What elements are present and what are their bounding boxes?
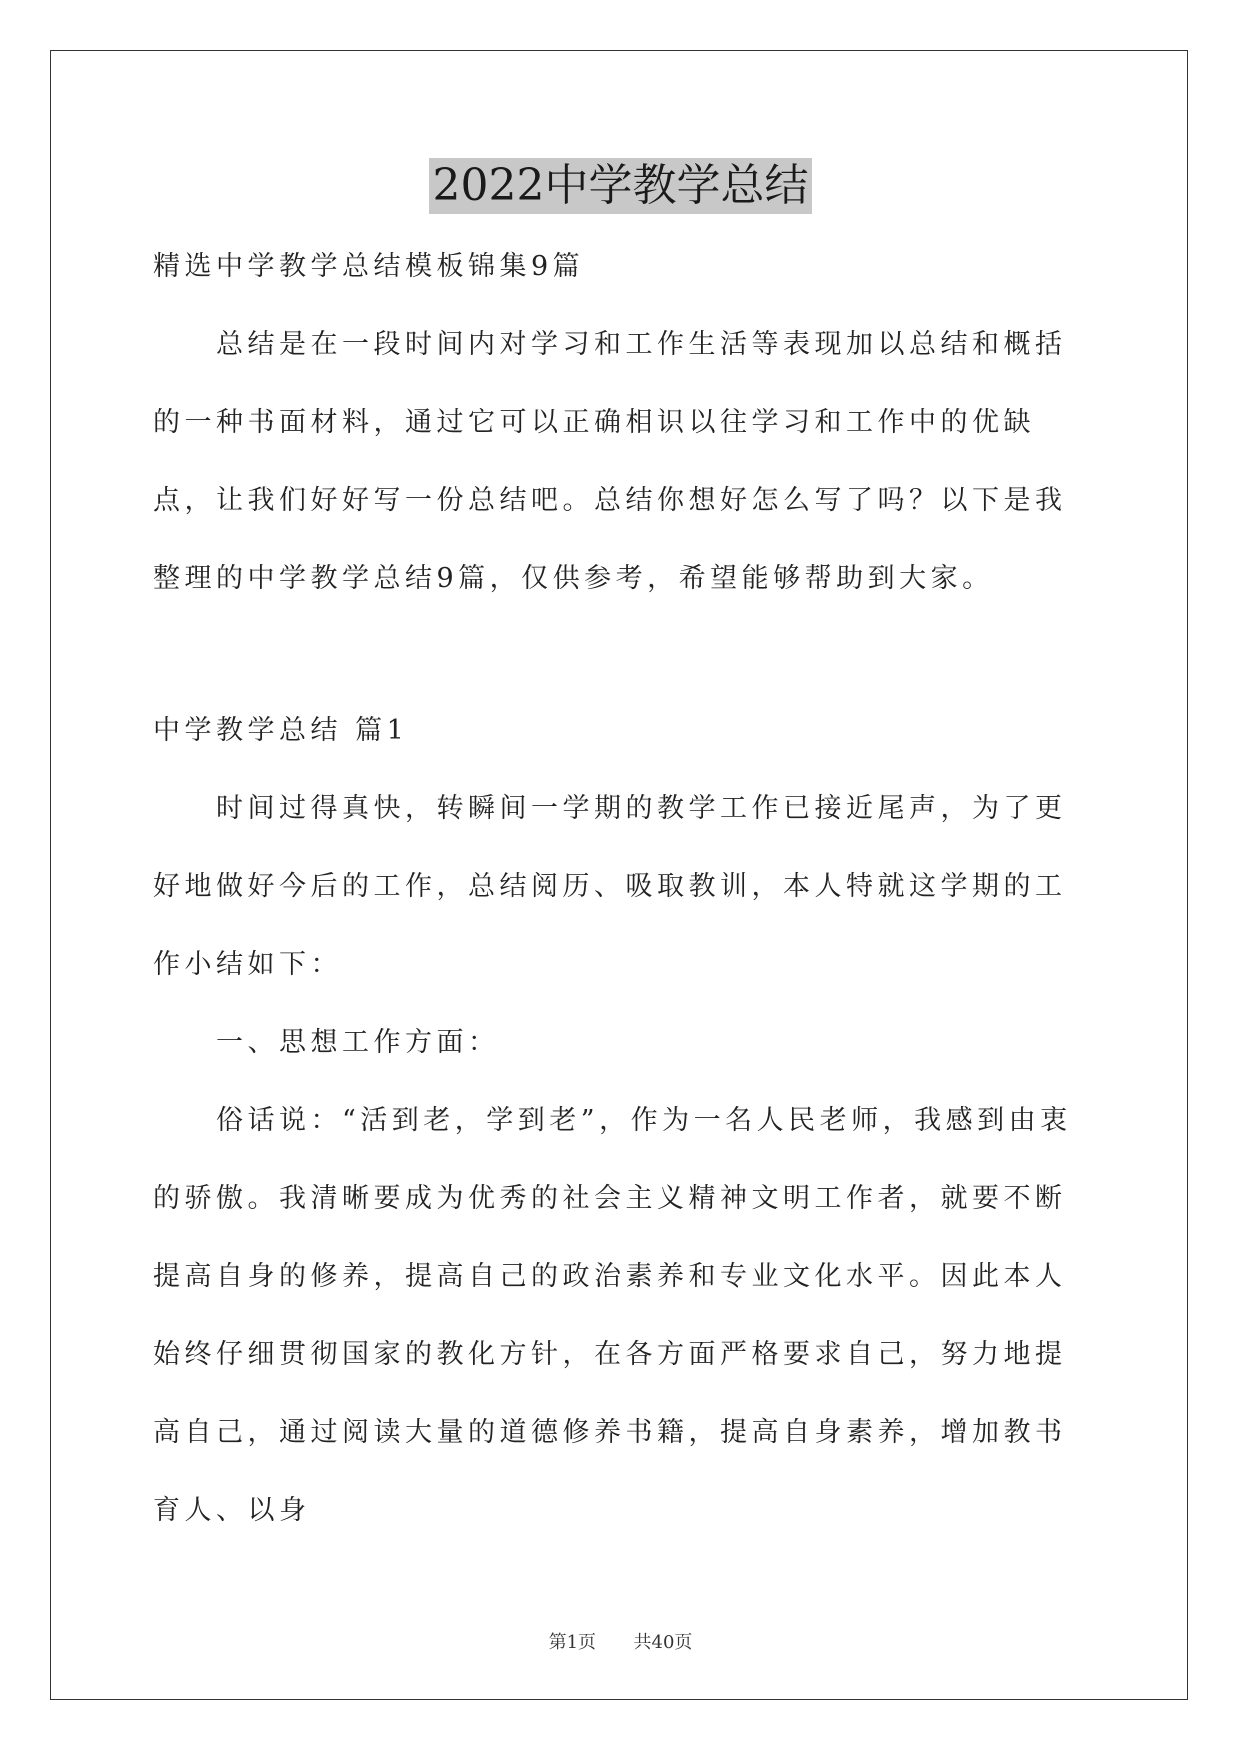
page-number: 第1页 (548, 1632, 597, 1653)
section-paragraph: 俗话说：“活到老，学到老”，作为一名人民老师，我感到由衷的骄傲。我清晰要成为优秀的社会主义精神文明工作者，就要不断提高自身的修养，提高自己的政治素养和专业文化水平。因此本人始终仔细贯彻国家的教化方针，在各方面严格要求自己，努力地提高自己，通过阅读大量的道德修养书籍，提高自身素养，增加教书育人、以身 (153, 1105, 1072, 1526)
intro-paragraph: 总结是在一段时间内对学习和工作生活等表现加以总结和概括的一种书面材料，通过它可以正确相识以往学习和工作中的优缺点，让我们好好写一份总结吧。总结你想好怎么写了吗？以下是我整理的中学教学总结9篇，仅供参考，希望能够帮助到大家。 (153, 329, 1067, 594)
page-footer (0, 1628, 1241, 1654)
section-paragraph: 时间过得真快，转瞬间一学期的教学工作已接近尾声，为了更好地做好今后的工作，总结阅历、吸取教训，本人特就这学期的工作小结如下： (153, 793, 1067, 980)
section-heading: 中学教学总结 篇1 (153, 715, 409, 746)
document-title (0, 158, 1241, 214)
document-body (153, 228, 1088, 1550)
section-point-heading: 一、思想工作方面： (216, 1027, 500, 1058)
section-spacer (153, 618, 1088, 692)
document-title-text: 2022中学教学总结 (429, 158, 813, 214)
page-total: 共40页 (633, 1632, 693, 1653)
document-subtitle: 精选中学教学总结模板锦集9篇 (153, 251, 585, 282)
